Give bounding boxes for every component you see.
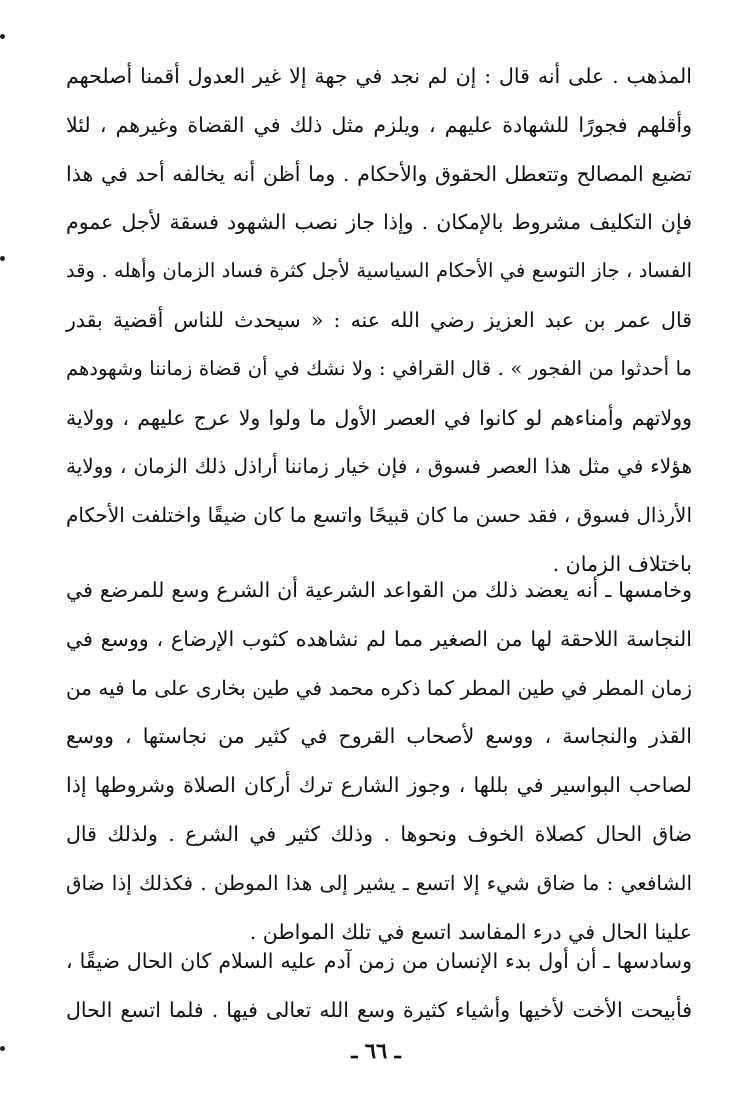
scan-mark-dot bbox=[0, 34, 5, 39]
text-line: المذهب . على أنه قال : إن لم نجد في جهة إلا غير العدول أقمنا أصلحهم bbox=[66, 64, 692, 88]
text-line: وسادسها ـ أن أول بدء الإنسان من زمن آدم عليه السلام كان الحال ضيقًا ، bbox=[66, 949, 692, 973]
text-line: تضيع المصالح وتتعطل الحقوق والأحكام . وما أظن أنه يخالفه أحد في هذا bbox=[66, 161, 692, 186]
paragraph-2 bbox=[66, 566, 692, 956]
text-line: النجاسة اللاحقة لها من الصغير مما لم نشاهده كثوب الإرضاع ، ووسع في bbox=[66, 626, 692, 651]
scan-mark-dot bbox=[0, 256, 5, 261]
paragraph-1 bbox=[66, 52, 692, 589]
text-line: الشافعي : ما ضاق شيء إلا اتسع ـ يشير إلى هذا الموطن . فكذلك إذا ضاق bbox=[66, 870, 692, 895]
text-line: علينا الحال في درء المفاسد اتسع في تلك المواطن . bbox=[249, 919, 692, 944]
text-line: الفساد ، جاز التوسع في الأحكام السياسية لأجل كثرة فساد الزمان وأهله . وقد bbox=[66, 259, 692, 283]
text-line: وخامسها ـ أنه يعضد ذلك من القواعد الشرعية أن الشرع وسع للمرضع في bbox=[66, 578, 692, 602]
text-line: فأبيحت الأخت لأخيها وأشياء كثيرة وسع الله تعالى فيها . فلما اتسع الحال bbox=[66, 997, 692, 1022]
text-line: القذر والنجاسة ، ووسع لأصحاب القروح في كثير من نجاستها ، ووسع bbox=[66, 724, 692, 749]
text-line: زمان المطر في طين المطر كما ذكره محمد في طين بخارى على ما فيه من bbox=[66, 675, 692, 700]
paragraph-3 bbox=[66, 937, 692, 1035]
text-line: ضاق الحال كصلاة الخوف ونحوها . وذلك كثير في الشرع . ولذلك قال bbox=[66, 821, 692, 846]
text-line: ما أحدثوا من الفجور » . قال القرافي : ولا نشك في أن قضاة زماننا وشهودهم bbox=[66, 356, 692, 380]
text-line: لصاحب البواسير في بللها ، وجوز الشارع ترك أركان الصلاة وشروطها إذا bbox=[66, 773, 692, 798]
text-line: الأرذال فسوق ، فقد حسن ما كان قبيحًا واتسع ما كان ضيقًا واختلفت الأحكام bbox=[66, 503, 692, 528]
text-line: باختلاف الزمان . bbox=[552, 551, 692, 576]
text-line: وولاتهم وأمناءهم لو كانوا في العصر الأول ما ولوا ولا عرج عليهم ، وولاية bbox=[66, 405, 692, 430]
text-line: فإن التكليف مشروط بالإمكان . وإذا جاز نصب الشهود فسقة لأجل عموم bbox=[66, 210, 692, 235]
text-line: هؤلاء في مثل هذا العصر فسوق ، فإن خيار زماننا أراذل ذلك الزمان ، وولاية bbox=[66, 454, 692, 479]
text-line: قال عمر بن عبد العزيز رضي الله عنه : « سيحدث للناس أقضية بقدر bbox=[66, 307, 692, 332]
text-line: وأقلهم فجورًا للشهادة عليهم ، ويلزم مثل ذلك في القضاة وغيرهم ، لئلا bbox=[66, 112, 692, 137]
page-number: ـ ٦٦ ـ bbox=[351, 1038, 401, 1063]
